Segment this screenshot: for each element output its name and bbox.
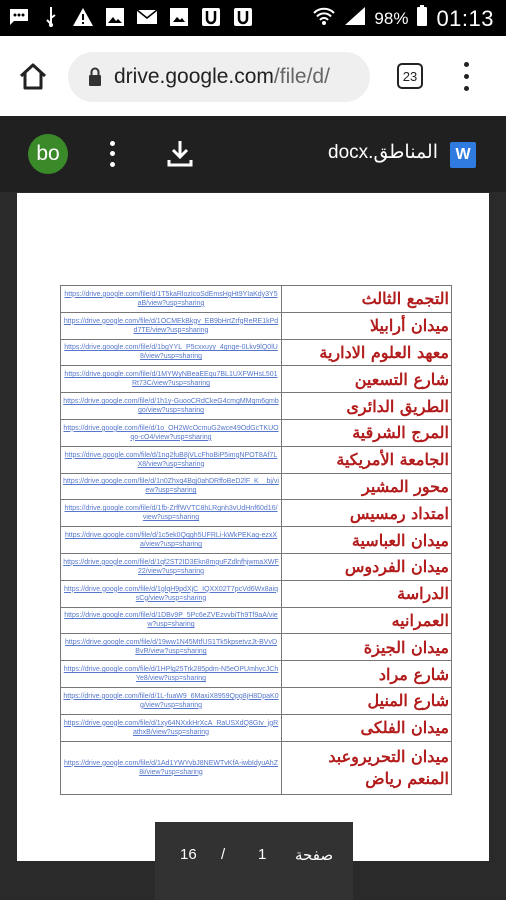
table-row	[61, 687, 452, 714]
image-icon	[104, 6, 126, 28]
more-options-button[interactable]	[103, 138, 121, 170]
battery-icon	[416, 5, 428, 32]
warning-icon	[72, 6, 94, 28]
clock: 01:13	[436, 5, 494, 31]
drive-link[interactable]: https://drive.google.com/file/d/1L-fuaW9_6MaxiX8959Qpg8jH8DpaK0g/view?usp=sharing	[61, 687, 282, 714]
system-icons	[312, 5, 494, 32]
table-row	[61, 473, 452, 500]
table-row	[61, 419, 452, 446]
table-row	[61, 607, 452, 634]
menu-dot	[464, 74, 469, 79]
location-name: المرج الشرقية	[282, 419, 452, 446]
url-path: /file/d/	[273, 65, 330, 88]
location-name: امتداد رمسيس	[282, 500, 452, 527]
table-row	[61, 661, 452, 688]
table-row	[61, 580, 452, 607]
table-row	[61, 634, 452, 661]
location-name: الدراسة	[282, 580, 452, 607]
drive-link[interactable]: https://drive.google.com/file/d/19ww1N45MtfUS1Tk5kpsetvzJt-BVvDBvR/view?usp=sharing	[61, 634, 282, 661]
location-name: التجمع الثالث	[282, 286, 452, 313]
drive-link[interactable]: https://drive.google.com/file/d/1glqH9pdXjC_IQXX02T7pcVd6Wx8aiqsCg/view?usp=sharing	[61, 580, 282, 607]
drive-link[interactable]: https://drive.google.com/file/d/1h1y-GuooCRdCkeG4cmgMMqm6gmbgo/view?usp=sharing	[61, 393, 282, 420]
drive-link[interactable]: https://drive.google.com/file/d/1o_OH2WcOcmuG2wce49OdGcTKUOqo-cO4/view?usp=sharing	[61, 419, 282, 446]
page-current: 1	[258, 846, 267, 863]
table-row	[61, 339, 452, 366]
drive-link[interactable]: https://drive.google.com/file/d/1DBv9P_5Pc6eZVEzvvbiTh9Tf9aA/view?usp=sharing	[61, 607, 282, 634]
word-file-icon	[450, 142, 476, 168]
location-name: شارع التسعين	[282, 366, 452, 393]
location-name: الجامعة الأمريكية	[282, 446, 452, 473]
more-dot	[110, 162, 115, 167]
menu-dot	[464, 62, 469, 67]
location-name: شارع مراد	[282, 661, 452, 688]
address-bar[interactable]	[68, 52, 370, 102]
avatar-initials: bo	[36, 142, 60, 165]
message-icon	[8, 6, 30, 28]
browser-menu-button[interactable]	[456, 58, 476, 94]
table-row	[61, 446, 452, 473]
account-avatar[interactable]	[28, 134, 68, 174]
tab-switcher-button[interactable]	[397, 63, 423, 89]
mail-icon	[136, 6, 158, 28]
page-separator: /	[221, 846, 226, 863]
download-button[interactable]	[166, 138, 194, 168]
home-button[interactable]	[16, 60, 50, 94]
table-row	[61, 393, 452, 420]
menu-dot	[464, 86, 469, 91]
location-name: ميدان التحريروعبد المنعم رياض	[282, 741, 452, 794]
page-total: 16	[180, 846, 197, 863]
table-row	[61, 553, 452, 580]
drive-link[interactable]: https://drive.google.com/file/d/1xy64NXxkHrXcA_RaUSXdQ8Gtv_jgRathxB/view?usp=sharing	[61, 714, 282, 741]
drive-link[interactable]: https://drive.google.com/file/d/1qf2ST2ID3Ekn8mguFZdlnfhjwmaXWF22/view?usp=sharing	[61, 553, 282, 580]
url-host: drive.google.com	[114, 65, 274, 88]
more-dot	[110, 151, 115, 156]
table-row	[61, 366, 452, 393]
battery-percent: 98%	[374, 8, 409, 28]
drive-link[interactable]: https://drive.google.com/file/d/1fb-ZrffWVTC8hLRgnh3vUdHnf60d16/view?usp=sharing	[61, 500, 282, 527]
document-page	[17, 193, 489, 861]
status-bar	[0, 0, 506, 36]
page-indicator	[155, 822, 353, 900]
signal-icon	[344, 6, 366, 31]
location-name: ميدان الفردوس	[282, 553, 452, 580]
wifi-icon	[312, 6, 336, 31]
drive-link[interactable]: https://drive.google.com/file/d/1bgYYL_P5cxxuyy_4gnge-0Lkv9lQ0lU8/view?usp=sharing	[61, 339, 282, 366]
tab-count: 23	[402, 68, 418, 84]
location-name: ميدان أرابيلا	[282, 312, 452, 339]
file-type-letter: W	[455, 146, 471, 163]
location-name: ميدان الجيزة	[282, 634, 452, 661]
notification-icons	[8, 6, 254, 28]
table-row	[61, 741, 452, 794]
table-row	[61, 527, 452, 554]
page-label: صفحة	[295, 847, 334, 864]
drive-link[interactable]: https://drive.google.com/file/d/1T5kaRlozIcoSdEmsHgHt9YIaKdy3Y5aB/view?usp=sharing	[61, 286, 282, 313]
drive-preview-toolbar	[0, 116, 506, 192]
table-row	[61, 500, 452, 527]
more-dot	[110, 141, 115, 146]
drive-link[interactable]: https://drive.google.com/file/d/1MYWyNBeaEEqu7BL1UXFWHsL501Rt73C/view?usp=sharing	[61, 366, 282, 393]
drive-link[interactable]: https://drive.google.com/file/d/1c5ek0Qqgh5UFRLi-kWkPEKag-ezxXa/view?usp=sharing	[61, 527, 282, 554]
location-name: ميدان الفلكى	[282, 714, 452, 741]
drive-link[interactable]: https://drive.google.com/file/d/1n0Zhxq4Bqj0ahDRffoBeD2lF_K__bj/view?usp=sharing	[61, 473, 282, 500]
table-row	[61, 312, 452, 339]
location-name: محور المشير	[282, 473, 452, 500]
gallery-icon	[168, 6, 190, 28]
u-app-icon	[232, 6, 254, 28]
lock-icon	[88, 67, 102, 87]
home-icon	[16, 60, 50, 94]
usb-icon	[40, 6, 62, 28]
location-name: الطريق الدائرى	[282, 393, 452, 420]
u-app-icon	[200, 6, 222, 28]
table-row	[61, 714, 452, 741]
locations-table	[60, 285, 452, 795]
drive-link[interactable]: https://drive.google.com/file/d/1nq2fuB8jVLcFhoBiP5imgNPOT8Af7LX8/view?usp=sharing	[61, 446, 282, 473]
location-name: شارع المنيل	[282, 687, 452, 714]
drive-link[interactable]: https://drive.google.com/file/d/1HPlg25Trk285pdm-N5eOPUmhycJChYe8/view?usp=sharing	[61, 661, 282, 688]
location-name: معهد العلوم الادارية	[282, 339, 452, 366]
browser-toolbar	[0, 36, 506, 116]
table-row	[61, 286, 452, 313]
drive-link[interactable]: https://drive.google.com/file/d/1Ad1YWYvbJ8NEWTvKfA-iwbIdyuAhZ8i/view?usp=sharing	[61, 741, 282, 794]
document-title: المناطق.docx	[328, 142, 438, 163]
url-text	[114, 65, 330, 89]
download-icon	[166, 138, 194, 168]
location-name: ميدان العباسية	[282, 527, 452, 554]
drive-link[interactable]: https://drive.google.com/file/d/1OCMEkBkgv_EB9bHrtZrfgReRE1kPdd7TE/view?usp=sharing	[61, 312, 282, 339]
location-name: العمرانيه	[282, 607, 452, 634]
